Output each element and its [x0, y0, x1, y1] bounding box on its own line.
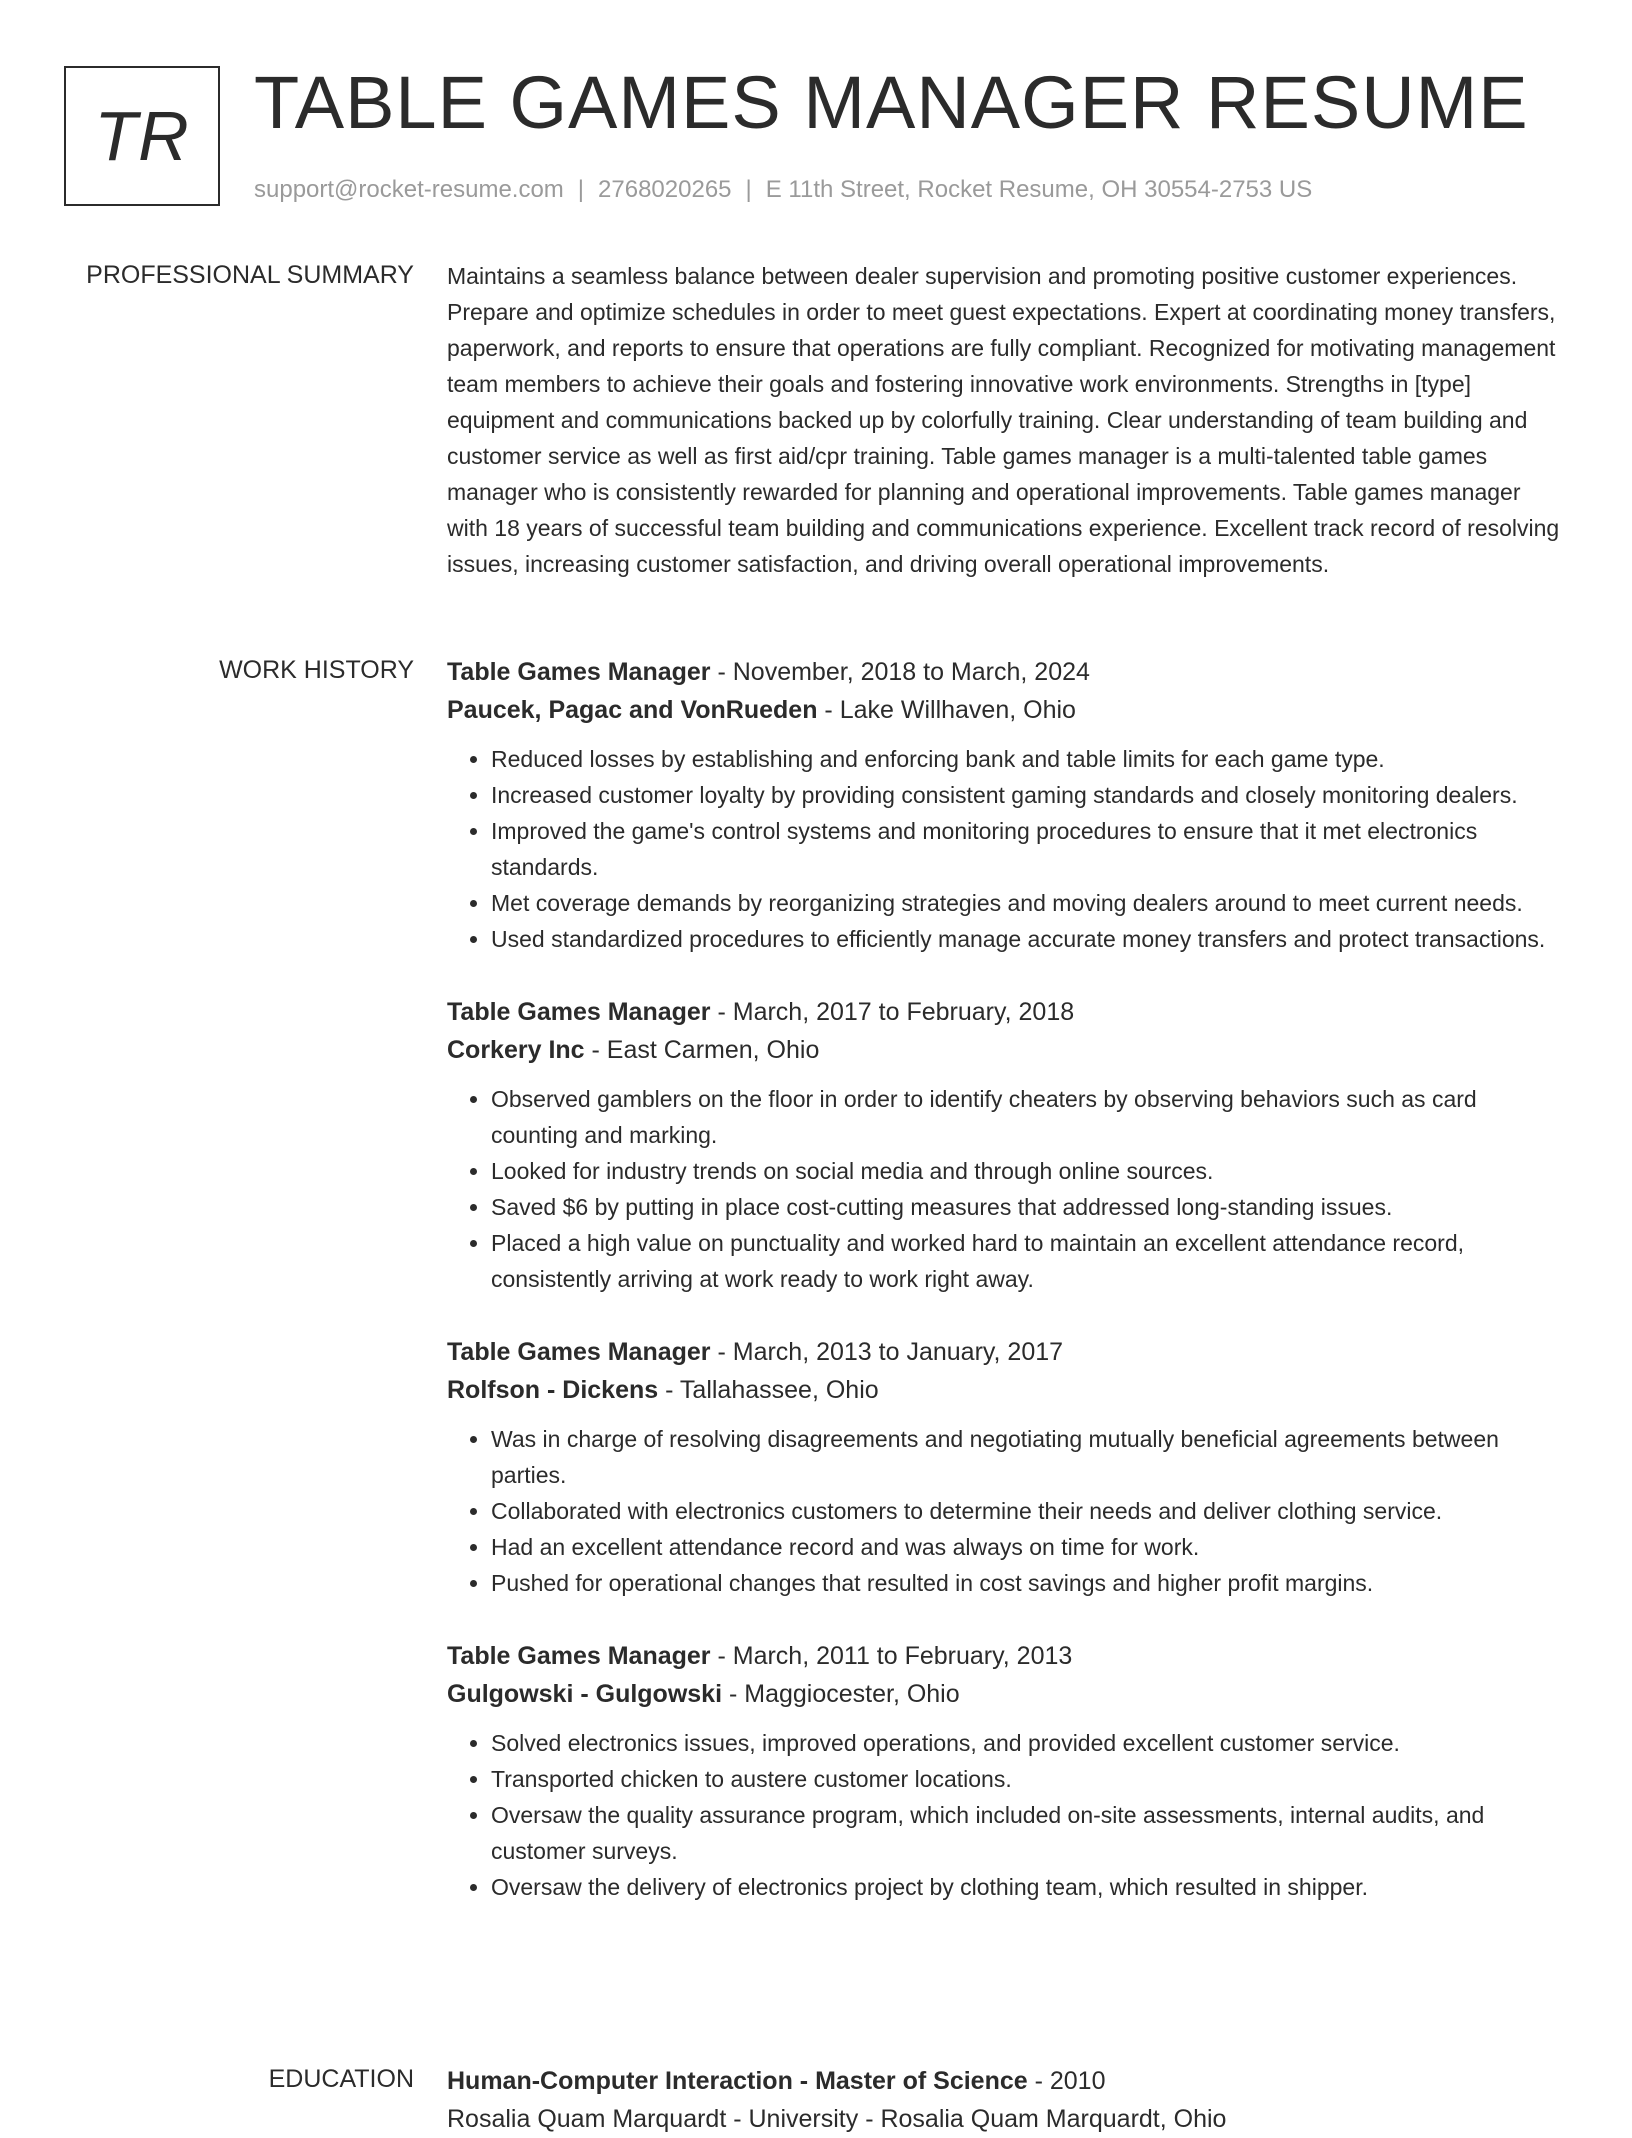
list-item: • Looked for industry trends on social media and through online sources. [491, 1153, 1567, 1189]
job-location: - Lake Willhaven, Ohio [817, 696, 1076, 724]
summary-label: PROFESSIONAL SUMMARY [86, 261, 414, 289]
job-title: Table Games Manager [447, 658, 711, 686]
education-school: Rosalia Quam Marquardt - University - Rosalia Quam Marquardt, Ohio [447, 2105, 1227, 2133]
job-company-line [447, 691, 1567, 729]
list-item: • Transported chicken to austere customer locations. [491, 1761, 1567, 1797]
list-item: • Reduced losses by establishing and enforcing bank and table limits for each game type. [491, 741, 1567, 777]
education-body [447, 2062, 1567, 2138]
job-title-line [447, 653, 1567, 691]
list-item: • Improved the game's control systems and monitoring procedures to ensure that it met electronics standards. [491, 813, 1567, 885]
list-item: • Increased customer loyalty by providing consistent gaming standards and closely monitoring dealers. [491, 777, 1567, 813]
contact-email[interactable]: support@rocket-resume.com [254, 176, 564, 203]
job-entry [447, 1333, 1567, 1601]
list-item: • Pushed for operational changes that resulted in cost savings and higher profit margins. [491, 1565, 1567, 1601]
job-entry [447, 653, 1567, 957]
education-degree: Human-Computer Interaction - Master of Science [447, 2067, 1028, 2095]
job-company: Paucek, Pagac and VonRueden [447, 696, 818, 724]
list-item: • Had an excellent attendance record and was always on time for work. [491, 1529, 1567, 1565]
job-entry [447, 993, 1567, 1297]
job-title-line [447, 1637, 1567, 1675]
job-company: Gulgowski - Gulgowski [447, 1680, 723, 1708]
job-title: Table Games Manager [447, 1642, 711, 1670]
job-bullets [447, 741, 1567, 957]
job-dates: - March, 2013 to January, 2017 [710, 1338, 1064, 1366]
job-title-line [447, 993, 1567, 1031]
job-company-line [447, 1675, 1567, 1713]
list-item: • Solved electronics issues, improved operations, and provided excellent customer service. [491, 1725, 1567, 1761]
list-item: • Oversaw the quality assurance program, which included on-site assessments, internal audits, and customer surveys. [491, 1797, 1567, 1869]
job-company: Corkery Inc [447, 1036, 585, 1064]
education-degree-line [447, 2062, 1567, 2100]
list-item: • Collaborated with electronics customers to determine their needs and deliver clothing service. [491, 1493, 1567, 1529]
job-company-line [447, 1371, 1567, 1409]
work-history-label: WORK HISTORY [219, 656, 414, 684]
job-dates: - November, 2018 to March, 2024 [710, 658, 1090, 686]
list-item: • Placed a high value on punctuality and worked hard to maintain an excellent attendance record, consistently arriving at work ready to work right away. [491, 1225, 1567, 1297]
education-label: EDUCATION [268, 2065, 414, 2093]
job-company-line [447, 1031, 1567, 1069]
list-item: • Used standardized procedures to efficiently manage accurate money transfers and protect transactions. [491, 921, 1567, 957]
list-item: • Met coverage demands by reorganizing strategies and moving dealers around to meet current needs. [491, 885, 1567, 921]
contact-separator: | [577, 176, 585, 203]
summary-body [447, 258, 1567, 582]
job-bullets [447, 1081, 1567, 1297]
job-bullets [447, 1421, 1567, 1601]
job-bullets [447, 1725, 1567, 1905]
contact-address: E 11th Street, Rocket Resume, OH 30554-2753 US [765, 176, 1313, 203]
job-dates: - March, 2017 to February, 2018 [710, 998, 1075, 1026]
resume-title: TABLE GAMES MANAGER RESUME [254, 61, 1529, 144]
job-location: - Tallahassee, Ohio [658, 1376, 879, 1404]
monogram: TR [64, 66, 220, 206]
job-dates: - March, 2011 to February, 2013 [710, 1642, 1073, 1670]
job-company: Rolfson - Dickens [447, 1376, 659, 1404]
list-item: • Was in charge of resolving disagreements and negotiating mutually beneficial agreements between parties. [491, 1421, 1567, 1493]
work-history-body [447, 653, 1567, 1905]
list-item: • Observed gamblers on the floor in order to identify cheaters by observing behaviors such as card counting and marking. [491, 1081, 1567, 1153]
education-year: - 2010 [1027, 2067, 1106, 2095]
job-location: - Maggiocester, Ohio [722, 1680, 960, 1708]
job-title-line [447, 1333, 1567, 1371]
job-entry [447, 1637, 1567, 1905]
list-item: • Oversaw the delivery of electronics project by clothing team, which resulted in shipper. [491, 1869, 1567, 1905]
contact-line [254, 174, 1312, 206]
contact-phone[interactable]: 2768020265 [598, 176, 732, 203]
contact-separator: | [745, 176, 752, 203]
job-title: Table Games Manager [447, 1338, 711, 1366]
list-item: • Saved $6 by putting in place cost-cutting measures that addressed long-standing issues. [491, 1189, 1567, 1225]
job-title: Table Games Manager [447, 998, 711, 1026]
job-location: - East Carmen, Ohio [584, 1036, 820, 1064]
summary-text: Maintains a seamless balance between dealer supervision and promoting positive customer experiences. Prepare and optimize schedules in order to meet guest expectations. Expert at coordinating money transfers, paperwork, and reports to ensure that operations are fully compliant. Recognized for motivating management team members to achieve their goals and fostering innovative work environments. Strengths in [type] equipment and communications backed up by colorfully training. Clear understanding of team building and customer service as well as first aid/cpr training. Table games manager is a multi-talented table games manager who is consistently rewarded for planning and operational improvements. Table games manager with 18 years of successful team building and communications experience. Excellent track record of resolving issues, increasing customer satisfaction, and driving overall operational improvements. [447, 263, 1560, 577]
